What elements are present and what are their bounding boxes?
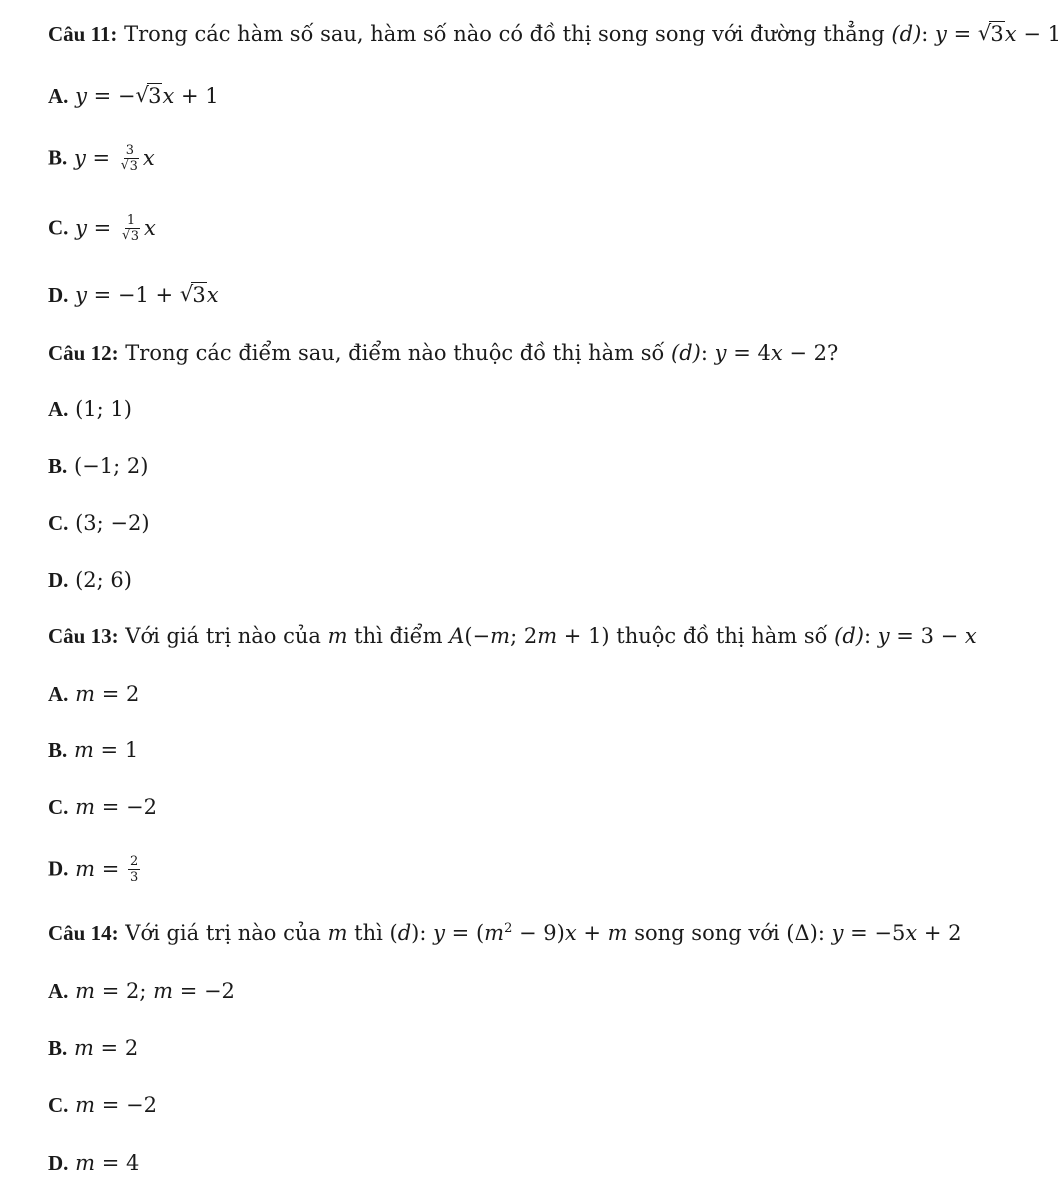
option-label: A.: [48, 979, 69, 1003]
option-label: D.: [48, 283, 69, 307]
option-label: D.: [48, 568, 69, 592]
question-label: Câu 12:: [48, 341, 119, 365]
option-label: B.: [48, 454, 68, 478]
option-d[interactable]: [48, 567, 132, 593]
option-value: (2; 6): [75, 568, 132, 592]
option-label: C.: [48, 215, 69, 240]
option-value: (3; −2): [75, 511, 150, 535]
question-label: Câu 11:: [48, 22, 118, 46]
option-a[interactable]: [48, 396, 132, 422]
option-c[interactable]: C. y = 1 √ 3 x: [48, 214, 156, 244]
question-label: Câu 14:: [48, 921, 119, 945]
option-c[interactable]: C. m = −2: [48, 1093, 157, 1117]
option-a[interactable]: A. m = 2; m = −2: [48, 979, 235, 1003]
option-label: A.: [48, 397, 69, 421]
question-14: Câu 14: Với giá trị nào của m thì (d): $y = (m^2 - 9)x + m$ song song với (Δ): y = −5x + 2: [48, 921, 962, 945]
option-a[interactable]: A. m = 2: [48, 682, 140, 706]
option-b[interactable]: B. m = 1: [48, 738, 139, 762]
option-d[interactable]: D. m = 4: [48, 1151, 140, 1175]
option-label: C.: [48, 795, 69, 819]
option-label: D.: [48, 856, 69, 881]
option-label: C.: [48, 511, 69, 535]
question-11: Câu 11: Trong các hàm số sau, hàm số nào có đồ thị song song với đường thẳng (d): y = √ 3x − 1: [48, 21, 1061, 47]
option-label: A.: [48, 84, 69, 108]
option-c[interactable]: [48, 510, 150, 536]
option-c[interactable]: C. m = −2: [48, 795, 157, 819]
option-label: D.: [48, 1151, 69, 1175]
question-12: Câu 12: Trong các điểm sau, điểm nào thuộc đồ thị hàm số (d): y = 4x − 2?: [48, 341, 839, 365]
option-label: C.: [48, 1093, 69, 1117]
option-b[interactable]: B. m = 2: [48, 1036, 139, 1060]
question-13: Câu 13: Với giá trị nào của m thì điểm A(−m; 2m + 1) thuộc đồ thị hàm số (d): y = 3 − x: [48, 624, 977, 648]
option-a[interactable]: A. y = −√ 3x + 1: [48, 83, 219, 109]
question-label: Câu 13:: [48, 624, 119, 648]
option-label: B.: [48, 1036, 68, 1060]
option-b[interactable]: [48, 453, 148, 479]
option-value: (1; 1): [75, 397, 132, 421]
option-label: A.: [48, 682, 69, 706]
option-b[interactable]: B. y = 3 √ 3 x: [48, 144, 155, 174]
question-math: (d): y = √ 3x − 1: [891, 22, 1061, 46]
option-label: B.: [48, 738, 68, 762]
option-value: (−1; 2): [73, 454, 149, 478]
option-d[interactable]: D. m = $\frac{2}{3}$: [48, 854, 139, 885]
option-label: B.: [48, 145, 68, 170]
option-d[interactable]: D. y = −1 + √ 3x: [48, 282, 219, 308]
